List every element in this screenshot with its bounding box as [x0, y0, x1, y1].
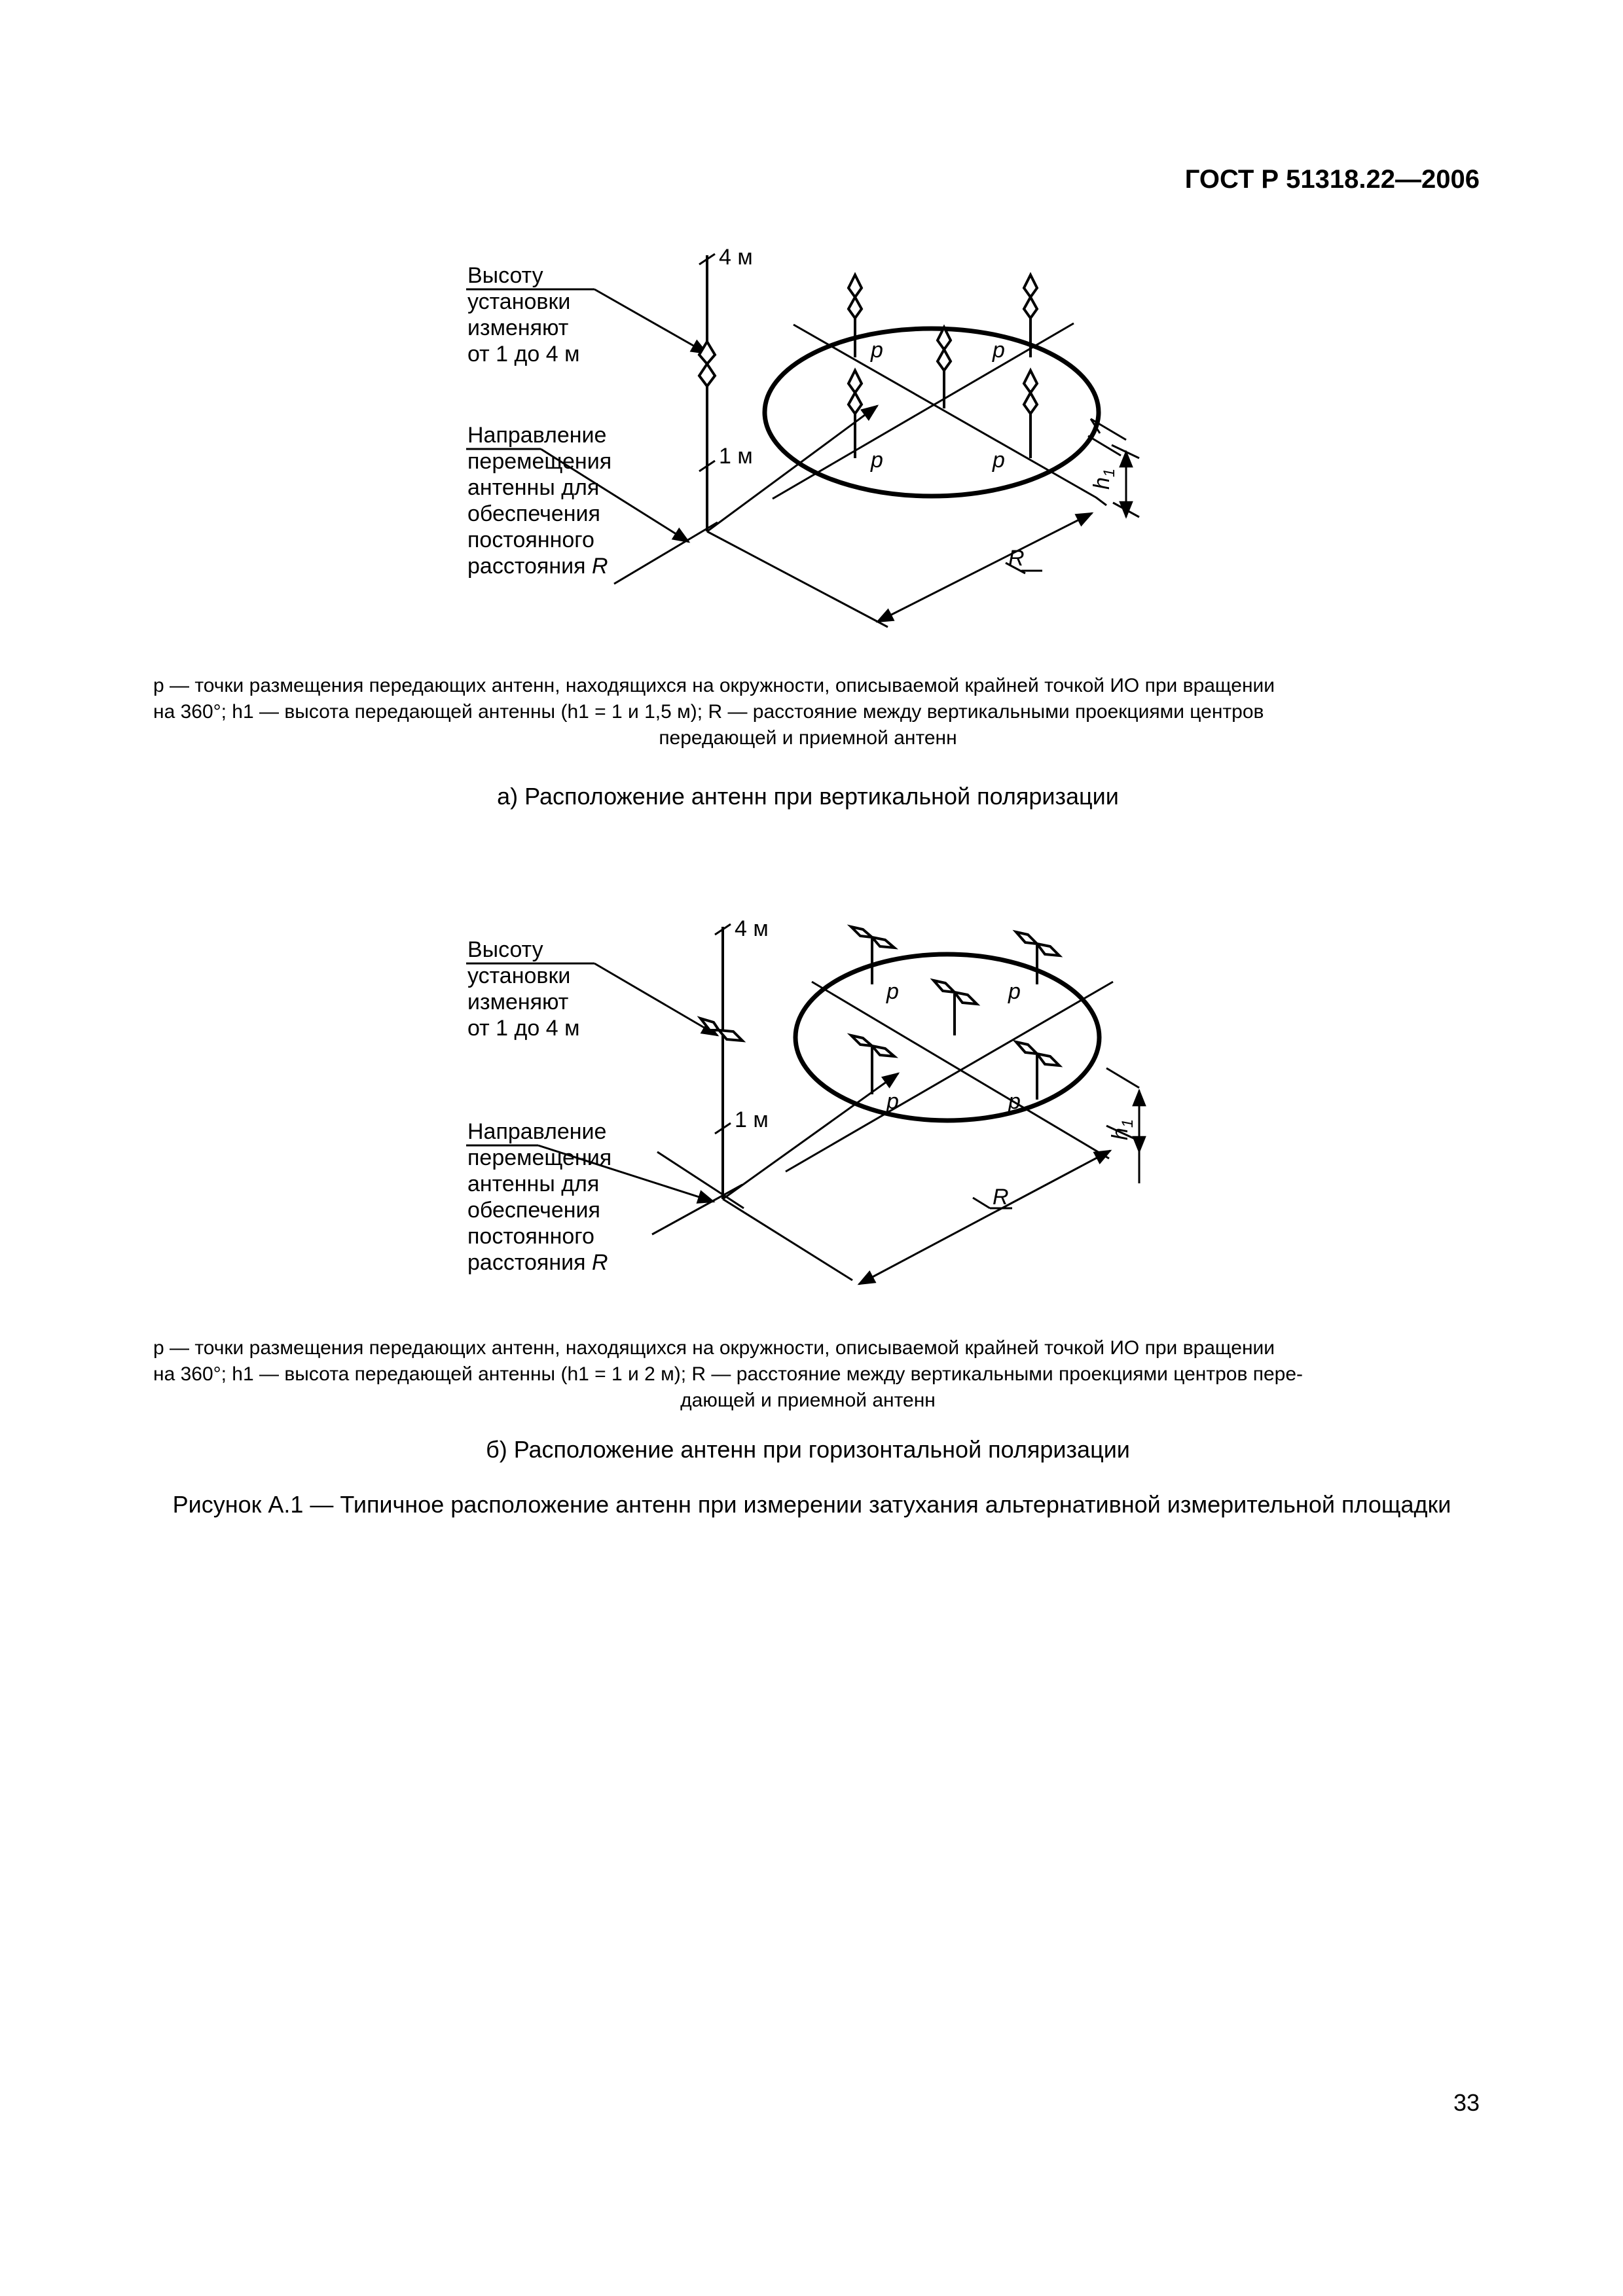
- figure-b-drawing: [466, 916, 1140, 1284]
- svg-text:постоянного: постоянного: [467, 1224, 594, 1249]
- svg-text:изменяют: изменяют: [467, 315, 569, 340]
- figure-b-height-label: [467, 937, 579, 1041]
- svg-text:обеспечения: обеспечения: [467, 501, 600, 526]
- svg-text:Высоту: Высоту: [467, 937, 543, 962]
- figure-a-1m-mark: 1 м: [719, 444, 753, 469]
- figure-a-point-labels: [870, 338, 1005, 473]
- figure-b-4m-mark: 4 м: [735, 916, 769, 941]
- svg-text:Направление: Направление: [467, 1119, 607, 1144]
- page-number: 33: [1453, 2089, 1480, 2116]
- figure-b-h1-label: $h_1$: [1108, 1119, 1137, 1140]
- figure-a-h1-label: $h_1$: [1089, 468, 1118, 490]
- svg-text:перемещения: перемещения: [467, 449, 612, 474]
- svg-text:от 1 до 4 м: от 1 до 4 м: [467, 342, 580, 367]
- svg-text:постоянного: постоянного: [467, 528, 594, 552]
- figure-b-R-label: R: [993, 1185, 1009, 1210]
- figure-b-note-line-1: p — точки размещения передающих антенн, находящихся на окружности, описываемой крайней точкой ИО при вращении: [153, 1337, 1275, 1359]
- svg-text:расстояния R: расстояния R: [467, 554, 608, 579]
- figure-a-height-label: [467, 263, 579, 367]
- svg-text:p: p: [871, 448, 883, 473]
- svg-text:p: p: [993, 448, 1005, 473]
- figure-b-1m-mark: 1 м: [735, 1107, 769, 1132]
- figure-b-direction-label: [467, 1119, 611, 1275]
- svg-text:p: p: [1008, 1089, 1021, 1114]
- figure-a-note: [153, 673, 1463, 751]
- svg-text:Высоту: Высоту: [467, 263, 543, 288]
- figure-b-note-line-3: дающей и приемной антенн: [680, 1390, 936, 1411]
- svg-text:от 1 до 4 м: от 1 до 4 м: [467, 1016, 580, 1041]
- svg-text:установки: установки: [467, 289, 571, 314]
- svg-text:p: p: [1008, 979, 1021, 1004]
- svg-text:обеспечения: обеспечения: [467, 1198, 600, 1223]
- figure-caption: Рисунок А.1 — Типичное расположение антенн при измерении затухания альтернативной измерительной площадки: [172, 1491, 1451, 1518]
- figure-a-tx-antennas: [848, 275, 1037, 458]
- svg-text:p: p: [886, 979, 899, 1004]
- figure-a-drawing: [466, 245, 1139, 627]
- figure-a-note-line-1: p — точки размещения передающих антенн, находящихся на окружности, описываемой крайней точкой ИО при вращении: [153, 675, 1275, 696]
- svg-text:Направление: Направление: [467, 423, 607, 448]
- svg-text:p: p: [886, 1089, 899, 1114]
- figure-a-R-label: R: [1008, 546, 1025, 571]
- svg-text:расстояния R: расстояния R: [467, 1250, 608, 1275]
- svg-text:изменяют: изменяют: [467, 990, 569, 1014]
- svg-text:p: p: [871, 338, 883, 363]
- standard-header: ГОСТ Р 51318.22—2006: [1184, 165, 1480, 194]
- figure-a-direction-label: [467, 423, 611, 579]
- figure-b-caption: б) Расположение антенн при горизонтальной поляризации: [486, 1436, 1130, 1463]
- figure-a-note-line-3: передающей и приемной антенн: [659, 727, 957, 749]
- figure-b-note: [153, 1335, 1463, 1414]
- figure-a-4m-mark: 4 м: [719, 245, 753, 270]
- figure-a-caption: а) Расположение антенн при вертикальной поляризации: [497, 783, 1119, 810]
- svg-text:перемещения: перемещения: [467, 1145, 612, 1170]
- svg-text:установки: установки: [467, 963, 571, 988]
- figure-a-note-line-2: на 360°; h1 — высота передающей антенны (h1 = 1 и 1,5 м); R — расстояние между вертикальными проекциями центров: [153, 701, 1264, 723]
- svg-text:антенны для: антенны для: [467, 1172, 600, 1196]
- svg-text:антенны для: антенны для: [467, 475, 600, 500]
- figure-b-note-line-2: на 360°; h1 — высота передающей антенны (h1 = 1 и 2 м); R — расстояние между вертикальными проекциями центров пере-: [153, 1363, 1304, 1385]
- svg-text:p: p: [993, 338, 1005, 363]
